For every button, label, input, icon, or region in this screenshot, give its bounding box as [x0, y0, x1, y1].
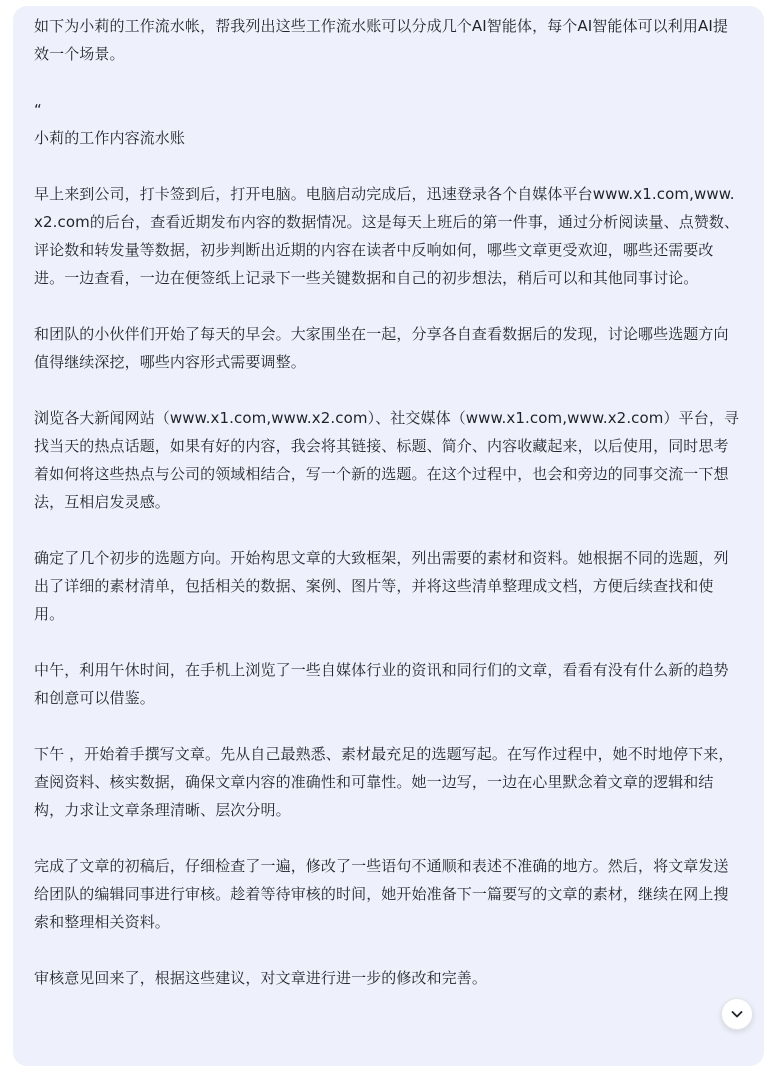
spacer [34, 68, 743, 96]
spacer [34, 936, 743, 964]
paragraph-5: 中午，利用午休时间，在手机上浏览了一些自媒体行业的资讯和同行们的文章，看看有没有什么新的趋势和创意可以借鉴。 [34, 661, 729, 707]
chevron-down-icon [729, 1006, 745, 1022]
spacer [34, 292, 743, 320]
spacer [34, 516, 743, 544]
quote-mark: “ [34, 101, 42, 119]
spacer [34, 824, 743, 852]
paragraph-3: 浏览各大新闻网站（www.x1.com,www.x2.com）、社交媒体（www.x1.com,www.x2.com）平台，寻找当天的热点话题，如果有好的内容，我会将其链接、标题、简介、内容收藏起来，以后使用，同时思考着如何将这些热点与公司的领域相结合，写一个新的选题。在这个过程中，也会和旁边的同事交流一下想法，互相启发灵感。 [34, 409, 740, 511]
intro-text: 如下为小莉的工作流水帐，帮我列出这些工作流水账可以分成几个AI智能体，每个AI智能体可以利用AI提效一个场景。 [34, 17, 728, 63]
scroll-to-bottom-button[interactable] [721, 998, 753, 1030]
paragraph-6: 下午 ，开始着手撰写文章。先从自己最熟悉、素材最充足的选题写起。在写作过程中，她不时地停下来，查阅资料、核实数据，确保文章内容的准确性和可靠性。她一边写，一边在心里默念着文章的逻辑和结构，力求让文章条理清晰、层次分明。 [34, 745, 734, 819]
paragraph-4: 确定了几个初步的选题方向。开始构思文章的大致框架，列出需要的素材和资料。她根据不同的选题，列出了详细的素材清单，包括相关的数据、案例、图片等，并将这些清单整理成文档，方便后续查找和使用。 [34, 549, 729, 623]
spacer [34, 376, 743, 404]
paragraph-1: 早上来到公司，打卡签到后，打开电脑。电脑启动完成后，迅速登录各个自媒体平台www.x1.com,www.x2.com的后台，查看近期发布内容的数据情况。这是每天上班后的第一件事，通过分析阅读量、点赞数、评论数和转发量等数据，初步判断出近期的内容在读者中反响如何，哪些文章更受欢迎，哪些还需要改进。一边查看，一边在便签纸上记录下一些关键数据和自己的初步想法，稍后可以和其他同事讨论。 [34, 185, 740, 287]
user-message-bubble [13, 6, 764, 1066]
paragraph-7: 完成了文章的初稿后，仔细检查了一遍，修改了一些语句不通顺和表述不准确的地方。然后，将文章发送给团队的编辑同事进行审核。趁着等待审核的时间，她开始准备下一篇要写的文章的素材，继续在网上搜索和整理相关资料。 [34, 857, 729, 931]
spacer [34, 712, 743, 740]
paragraph-2: 和团队的小伙伴们开始了每天的早会。大家围坐在一起，分享各自查看数据后的发现，讨论哪些选题方向值得继续深挖，哪些内容形式需要调整。 [34, 325, 729, 371]
paragraph-8: 审核意见回来了，根据这些建议，对文章进行进一步的修改和完善。 [34, 969, 488, 987]
spacer [34, 628, 743, 656]
doc-title: 小莉的工作内容流水账 [34, 129, 186, 147]
spacer [34, 152, 743, 180]
